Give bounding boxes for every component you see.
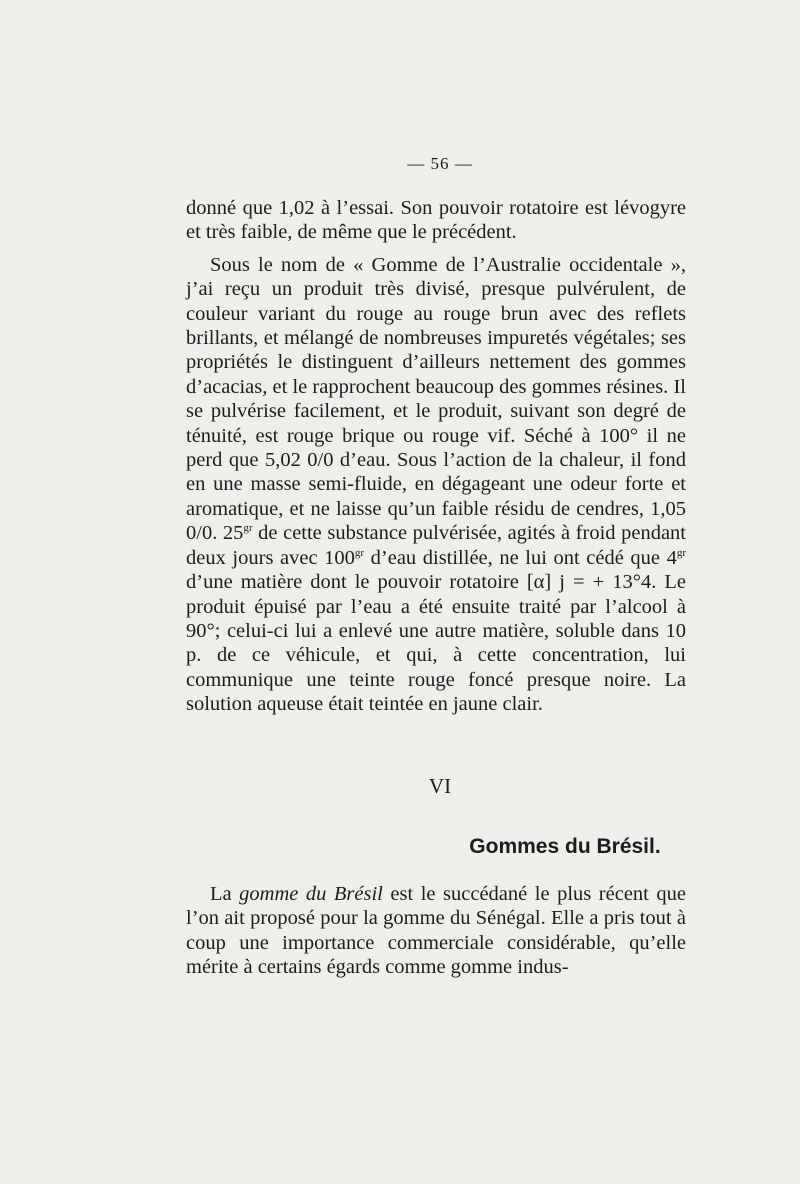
paragraph-continuation: donné que 1,02 à l’essai. Son pouvoir rotatoire est lévogyre et très faible, de même que le précédent. bbox=[186, 197, 686, 244]
section-title: Gommes du Brésil. bbox=[469, 835, 661, 858]
paragraph-text: de cette substance pulvérisée, agités à froid pendant deux jours avec 100 bbox=[186, 522, 686, 569]
text-block-lower bbox=[186, 882, 686, 980]
paragraph-text: est le succédané le plus récent que l’on ait proposé pour la gomme du Sénégal. Elle a pris tout à coup une importance commerciale considérable, qu’elle mérite à certains égards comme gomme indus- bbox=[186, 883, 686, 979]
paragraph-text: Sous le nom de « Gomme de l’Australie occidentale », j’ai reçu un produit très divisé, presque pulvérulent, de couleur variant du rouge au rouge brun avec des reflets brillants, et mélangé de nombreuses impuretés végétales; ses propriétés le distinguent d’ailleurs nettement des gommes d’acacias, et le rapprochent beaucoup des gommes résines. Il se pulvérise facilement, et le produit, suivant son degré de ténuité, est rouge brique ou rouge vif. Séché à 100° il ne perd que 5,02 0/0 d’eau. Sous l’action de la chaleur, il fond en une masse semi-fluide, en dégageant une odeur forte et aromatique, et ne laisse qu’un faible résidu de cendres, 1,05 0/0. 25 bbox=[186, 253, 686, 545]
text-block-upper bbox=[186, 196, 686, 717]
paragraph-text: d’eau distillée, ne lui ont cédé que 4 bbox=[364, 546, 677, 569]
page-number: — 56 — bbox=[407, 154, 473, 173]
unit-superscript: gr bbox=[243, 522, 253, 535]
section-number: VI bbox=[428, 774, 452, 798]
unit-superscript: gr bbox=[676, 546, 686, 559]
paragraph-australia-gum bbox=[186, 253, 686, 717]
italic-term: gomme du Brésil bbox=[239, 883, 383, 905]
paragraph-brazil-gum bbox=[186, 882, 686, 980]
paragraph-text: d’une matière dont le pouvoir rotatoire [α] j = + 13°4. Le produit épuisé par l’eau a été ensuite traité par l’alcool à 90°; celui-ci lui a enlevé une autre matière, soluble dans 10 p. de ce véhicule, et qui, à cette concentration, lui communique une teinte rouge foncé presque noire. La solution aqueuse était teintée en jaune clair. bbox=[186, 571, 686, 716]
unit-superscript: gr bbox=[354, 546, 365, 559]
paragraph-text: La bbox=[210, 883, 240, 905]
